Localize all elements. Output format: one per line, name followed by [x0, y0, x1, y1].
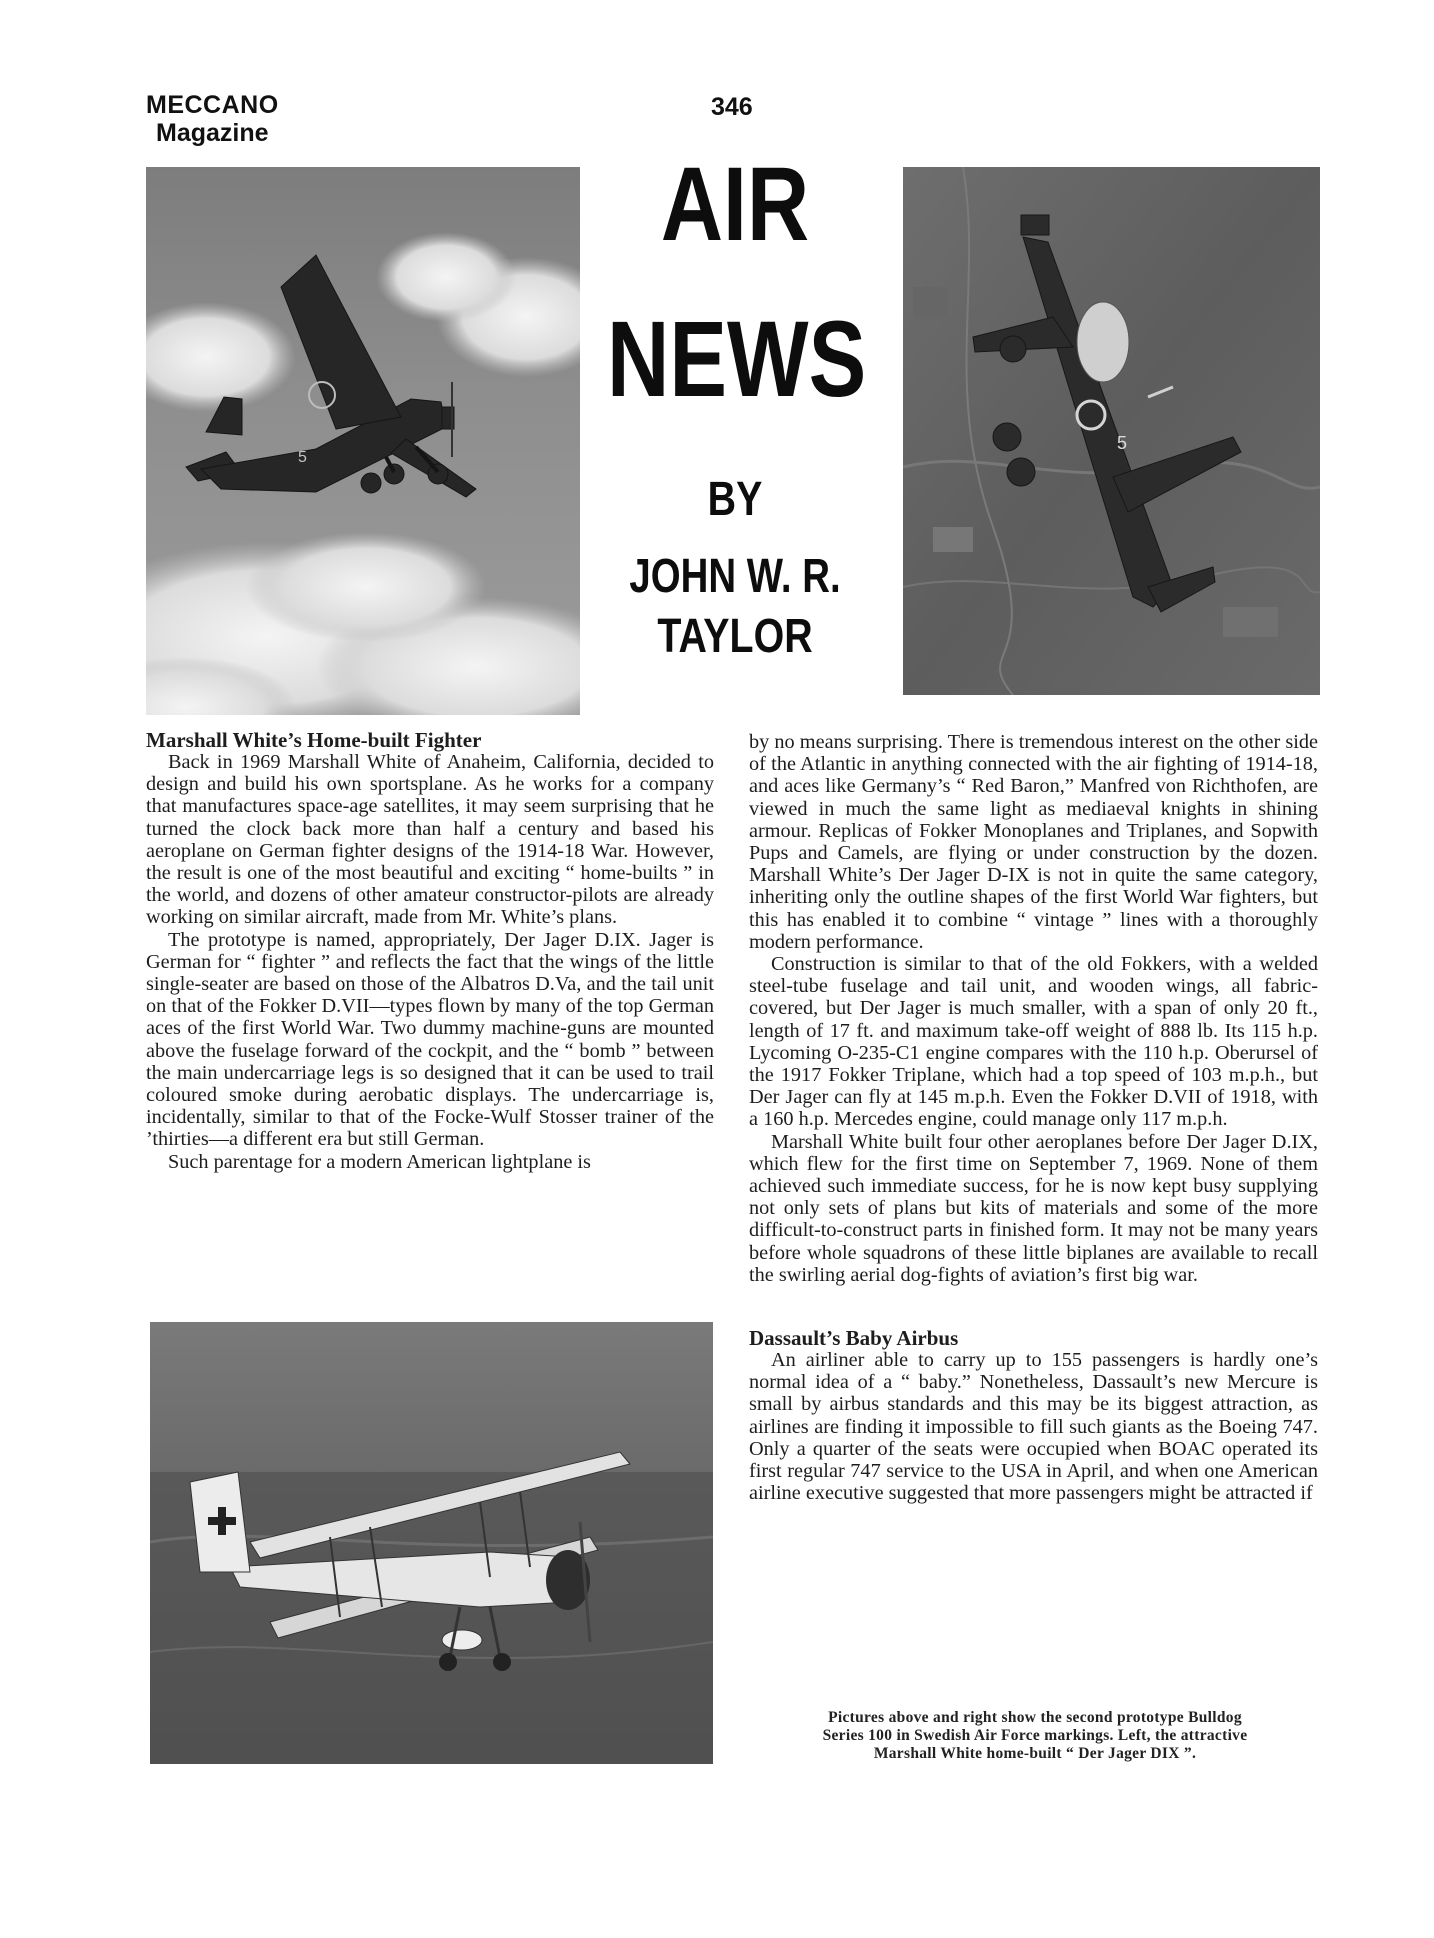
- article-paragraph: The prototype is named, appropriately, Der Jager D.IX. Jager is German for “ fighter ” and reflects the fact that the wings of the little single-seater are based on those of the Albatros D.Va, and the tail unit on that of the Fokker D.VII—types flown by many of the top German aces of the first World War. Two dummy machine-guns are mounted above the fuselage forward of the cockpit, and the “ bomb ” between the main undercarriage legs is so designed that it can be used to trail coloured smoke during aerobatic displays. The undercarriage is, incidentally, similar to that of the Focke-Wulf Stosser trainer of the ’thirties—a different era but still German.: [146, 928, 714, 1151]
- article-paragraph: Back in 1969 Marshall White of Anaheim, California, decided to design and build his own sportsplane. As he works for a company that manufactures space-age satellites, it may seem surprising that he turned the clock back more than half a century and based his aeroplane on German fighter designs of the 1914-18 War. However, the result is one of the most beautiful and exciting “ home-builts ” in the world, and dozens of other amateur constructor-pilots are already working on similar aircraft, made from Mr. White’s plans.: [146, 751, 714, 929]
- headline-news: NEWS: [607, 298, 867, 419]
- article-heading-airbus: Dassault’s Baby Airbus: [749, 1326, 959, 1351]
- article-paragraph: An airliner able to carry up to 155 passengers is hardly one’s normal idea of a “ baby.” Nonetheless, Dassault’s new Mercure is small by airbus standards and this may be its biggest attraction, as airlines are finding it impossible to fill such giants as the Boeing 747. Only a quarter of the seats were occupied when BOAC operated its first regular 747 service to the USA in April, and when one American airline executive suggested that more passengers might be attracted if: [749, 1349, 1318, 1505]
- svg-text:5: 5: [1117, 433, 1128, 453]
- masthead-subtitle: Magazine: [156, 119, 269, 147]
- masthead-title: MECCANO: [146, 91, 279, 119]
- article-column-left: [146, 728, 714, 1173]
- photo-bulldog-overhead: [903, 167, 1320, 695]
- article-column-right: [749, 731, 1318, 1505]
- caption-line: Pictures above and right show the second prototype Bulldog: [828, 1709, 1242, 1726]
- photo-caption: [740, 1709, 1330, 1763]
- caption-line: Marshall White home-built “ Der Jager DIX ”.: [873, 1745, 1197, 1762]
- article-paragraph: Marshall White built four other aeroplanes before Der Jager D.IX, which flew for the first time on September 7, 1969. None of them achieved such immediate success, for he is now kept busy supplying not only sets of plans but kits of materials and some of the more difficult-to-construct parts in finished form. It may not be many years before whole squadrons of these little biplanes are available to recall the swirling aerial dog-fights of aviation’s first big war.: [749, 1130, 1318, 1286]
- caption-line: Series 100 in Swedish Air Force markings. Left, the attractive: [822, 1727, 1248, 1744]
- article-paragraph: by no means surprising. There is tremendous interest on the other side of the Atlantic in anything connected with the air fighting of 1914-18, and aces like Germany’s “ Red Baron,” Manfred von Richthofen, are viewed in much the same light as mediaeval knights in shining armour. Replicas of Fokker Monoplanes and Triplanes, and Sopwith Pups and Camels, are flying or under construction by the dozen. Marshall White’s Der Jager D-IX is not in quite the same category, inheriting only the outline shapes of the first World War fighters, but this has enabled it to combine “ vintage ” lines with a thoroughly modern performance.: [749, 731, 1318, 953]
- author-name-line1: JOHN W. R.: [629, 550, 841, 603]
- article-heading-fighter: Marshall White’s Home-built Fighter: [146, 728, 482, 752]
- author-name-line2: TAYLOR: [657, 610, 813, 663]
- article-paragraph: Such parentage for a modern American lightplane is: [168, 1150, 591, 1173]
- photo-der-jager-biplane: [150, 1322, 713, 1764]
- svg-text:5: 5: [298, 449, 307, 466]
- photo-bulldog-clouds: [146, 167, 580, 715]
- page-number: 346: [711, 93, 753, 121]
- headline-air: AIR: [660, 146, 810, 263]
- article-paragraph: Construction is similar to that of the old Fokkers, with a welded steel-tube fuselage and tail unit, and wooden wings, all fabric-covered, but Der Jager is much smaller, with a span of only 20 ft., length of 17 ft. and maximum take-off weight of 888 lb. Its 115 h.p. Lycoming O-235-C1 engine compares with the 110 h.p. Oberursel of the 1917 Fokker Triplane, which had a top speed of 103 m.p.h., but Der Jager can fly at 145 m.p.h. Even the Fokker D.VII of 1918, with a 160 h.p. Mercedes engine, could manage only 117 m.p.h.: [749, 953, 1318, 1131]
- byline-by: BY: [707, 473, 763, 526]
